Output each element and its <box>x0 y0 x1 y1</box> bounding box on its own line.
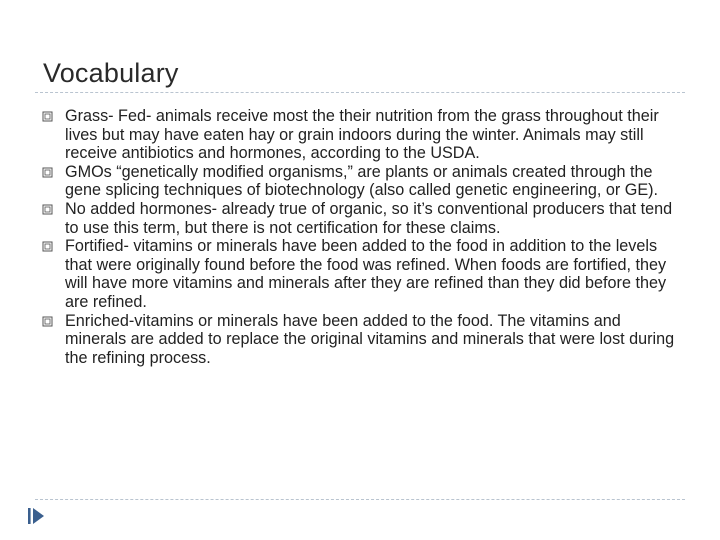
square-outline-bullet-icon <box>42 241 53 252</box>
bullet-text: Grass- Fed- animals receive most the their nutrition from the grass throughout their lives but may have eaten hay or grain indoors during the winter. Animals may still receive antibiotics and hormones, according to the USDA. <box>65 107 659 163</box>
bullet-text: GMOs “genetically modified organisms,” are plants or animals created through the gene splicing techniques of biotechnology (also called genetic engineering, or GE). <box>65 162 659 200</box>
bullet-text: No added hormones- already true of organic, so it’s conventional producers that tend to use this term, but there is not certification for these claims. <box>65 199 673 237</box>
bullet-item <box>42 107 682 163</box>
next-slide-arrow-icon[interactable] <box>25 505 47 527</box>
bullet-list <box>42 107 682 367</box>
bullet-item <box>42 200 682 237</box>
bullet-text: Fortified- vitamins or minerals have been added to the food in addition to the levels that were originally found before the food was refined. When foods are fortified, they will have more vitamins and minerals after they are refined than they did before they are refined. <box>65 237 667 311</box>
footer-divider <box>35 499 685 500</box>
bullet-item <box>42 163 682 200</box>
square-outline-bullet-icon <box>42 111 53 122</box>
slide-title: Vocabulary <box>43 58 179 88</box>
square-outline-bullet-icon <box>42 204 53 215</box>
bullet-item <box>42 237 682 311</box>
bullet-item <box>42 312 682 368</box>
square-outline-bullet-icon <box>42 167 53 178</box>
square-outline-bullet-icon <box>42 316 53 327</box>
title-divider <box>35 92 685 93</box>
bullet-text: Enriched-vitamins or minerals have been added to the food. The vitamins and minerals are added to replace the original vitamins and minerals that were lost during the refining process. <box>65 311 675 367</box>
